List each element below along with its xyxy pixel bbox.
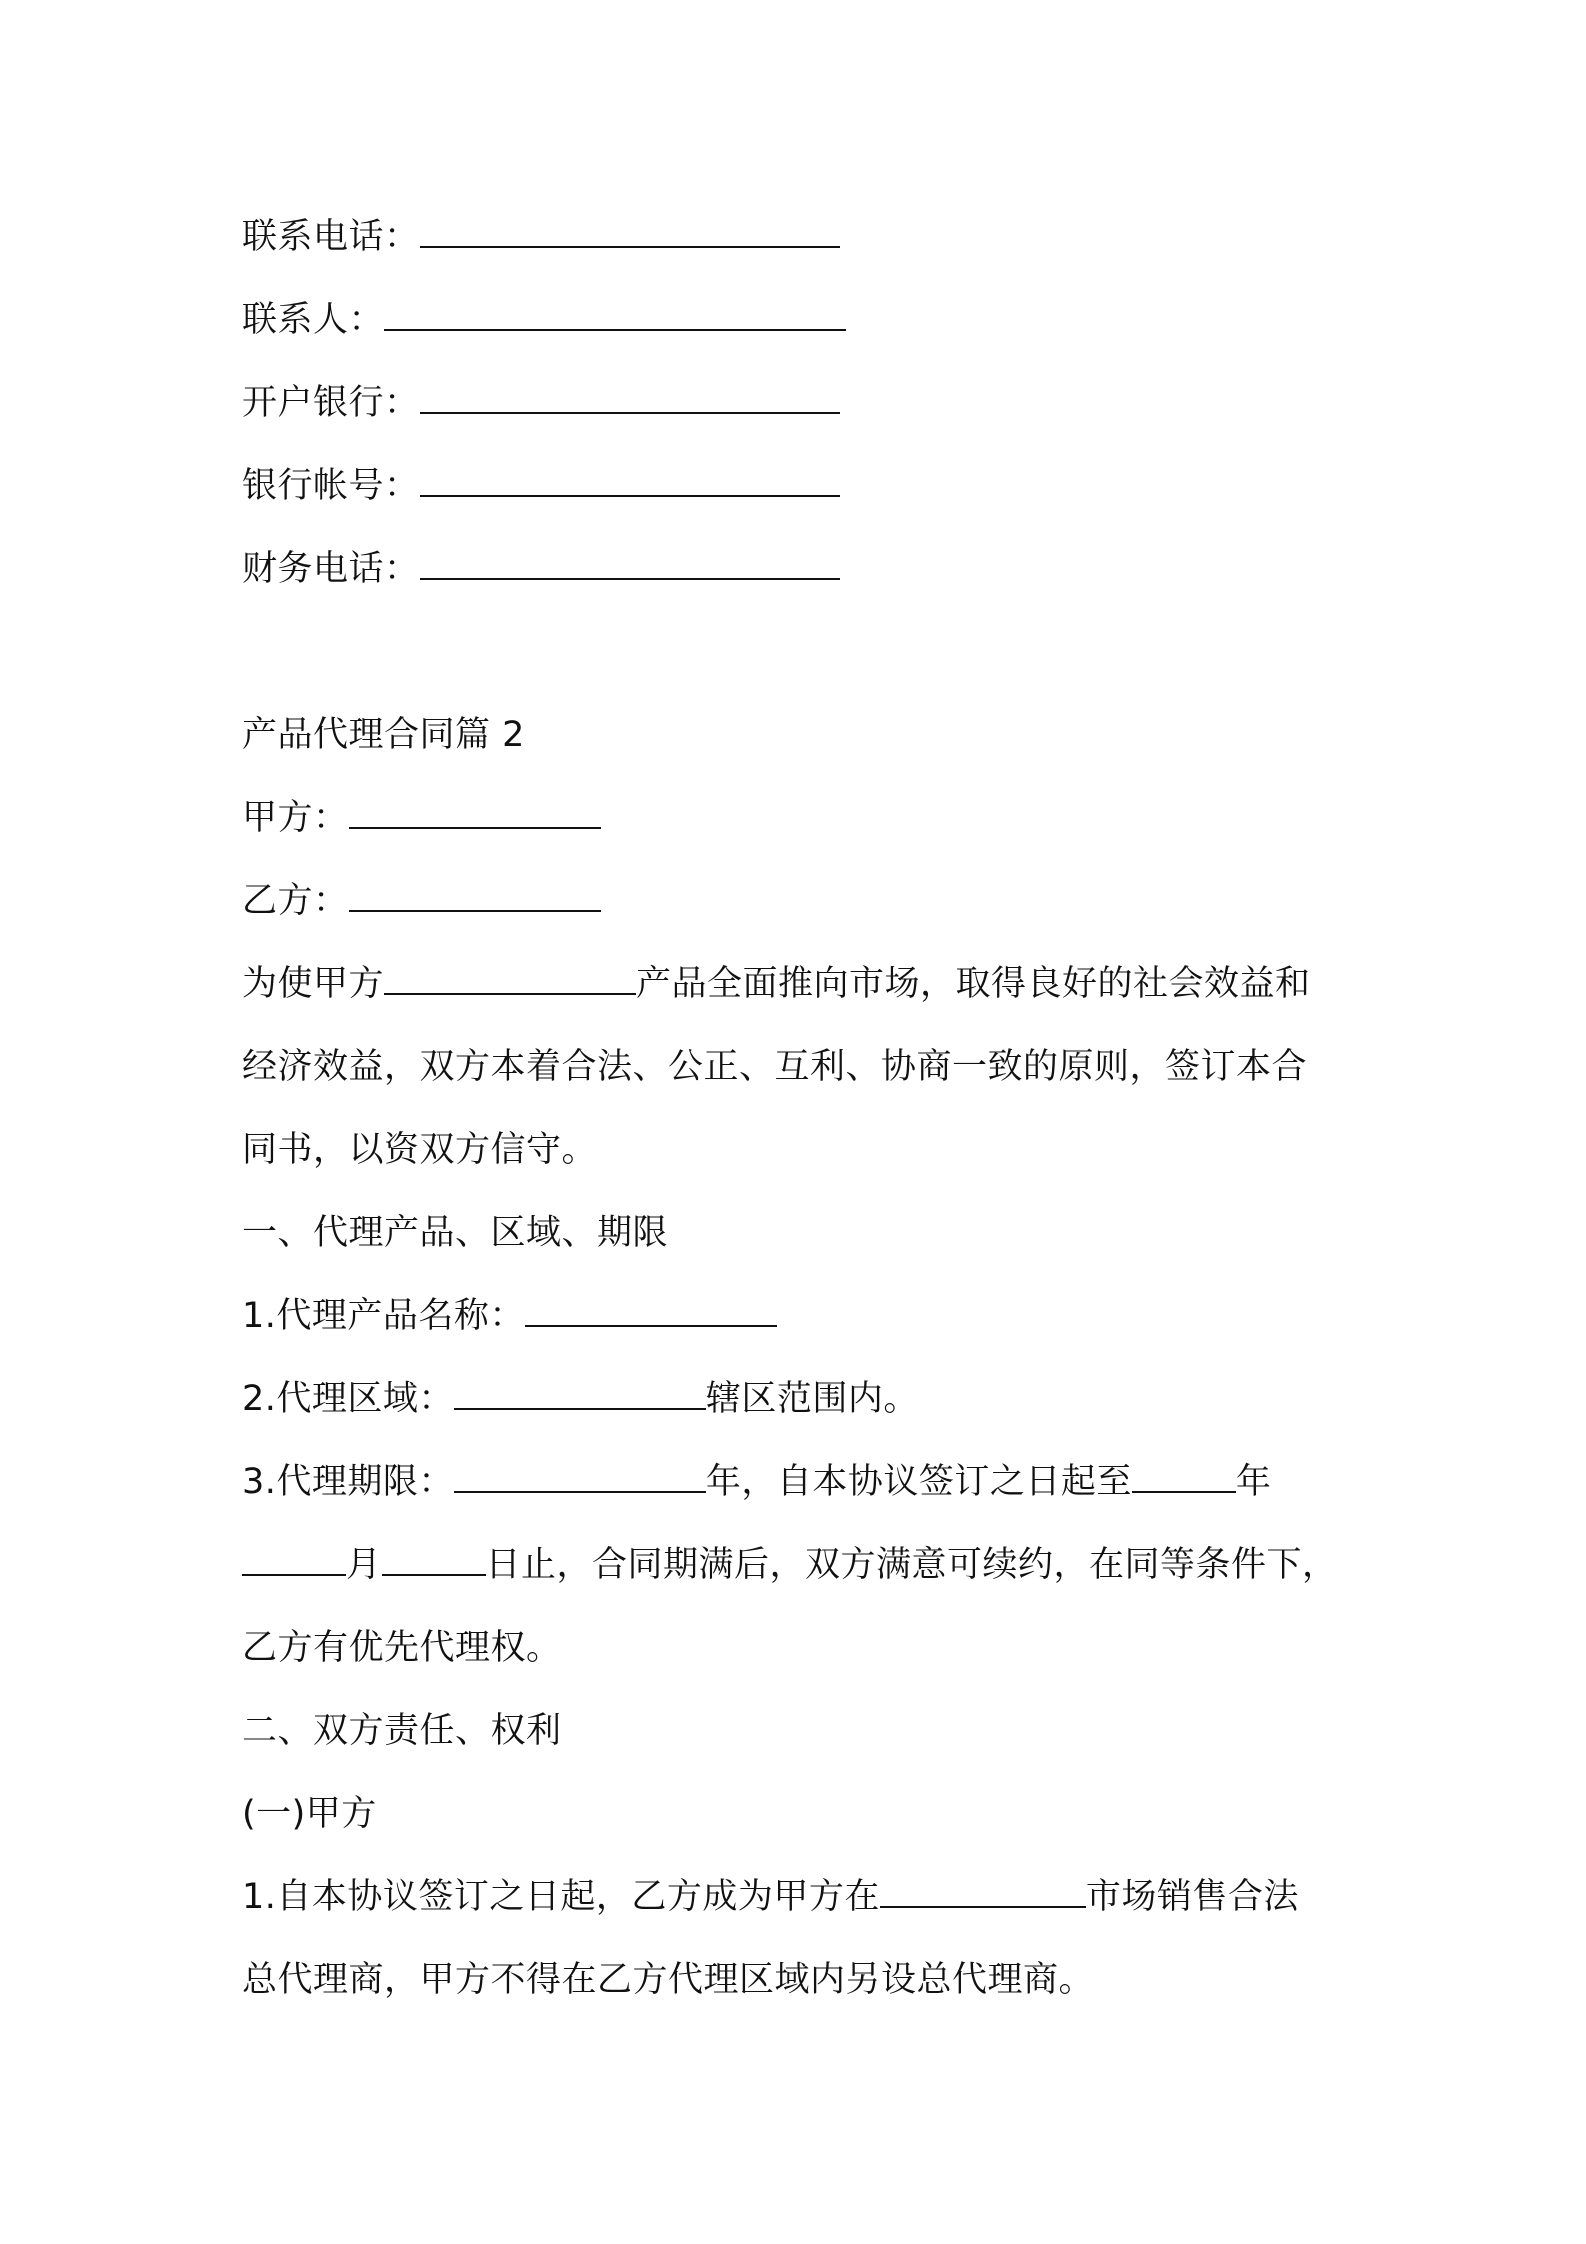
- intro-part2: 产品全面推向市场，取得良好的社会效益和: [636, 964, 1311, 1004]
- section2-clause1: [242, 1856, 1392, 1939]
- item3-month: 月: [346, 1545, 382, 1585]
- contact-person-blank: [384, 299, 846, 331]
- contact-phone-blank: [420, 216, 840, 248]
- party-b-line: [242, 860, 1392, 943]
- section2-heading: 二、双方责任、权利: [242, 1711, 562, 1751]
- section1-heading: 一、代理产品、区域、期限: [242, 1213, 669, 1253]
- intro-line-2: 经济效益，双方本着合法、公正、互利、协商一致的原则，签订本合: [242, 1047, 1308, 1087]
- section1-item1: [242, 1275, 1392, 1358]
- contract-title: 产品代理合同篇 2: [242, 715, 525, 755]
- party-b-blank: [349, 880, 601, 912]
- item3-blank-4: [382, 1544, 486, 1576]
- finance-phone-label: 财务电话：: [242, 549, 420, 589]
- party-a-blank: [349, 797, 601, 829]
- bank-line: [242, 362, 1392, 445]
- section1-item3-line2: [242, 1524, 1392, 1607]
- item3-blank-2: [1132, 1461, 1236, 1493]
- intro-line-3: 同书，以资双方信守。: [242, 1130, 598, 1170]
- item3-blank-3: [242, 1544, 346, 1576]
- item1-label: 1.代理产品名称：: [242, 1296, 525, 1336]
- intro-line-1: [242, 943, 1392, 1026]
- document-body: [242, 196, 1392, 2022]
- clause1-blank: [880, 1876, 1086, 1908]
- contact-person-label: 联系人：: [242, 300, 385, 340]
- intro-part1: 为使甲方: [242, 964, 385, 1004]
- clause1-part2: 市场销售合法: [1085, 1877, 1299, 1917]
- item2-blank: [454, 1378, 706, 1410]
- party-a-label: 甲方：: [242, 798, 349, 838]
- intro-blank: [384, 963, 636, 995]
- item3-rest: 日止，合同期满后，双方满意可续约，在同等条件下，: [485, 1545, 1338, 1585]
- item2-suffix: 辖区范围内。: [705, 1379, 919, 1419]
- account-line: [242, 445, 1392, 528]
- section1-item3: [242, 1441, 1392, 1524]
- item3-mid: 年，自本协议签订之日起至: [705, 1462, 1132, 1502]
- section1-item2: [242, 1358, 1392, 1441]
- clause1-part1: 1.自本协议签订之日起，乙方成为甲方在: [242, 1877, 880, 1917]
- account-label: 银行帐号：: [242, 466, 420, 506]
- section2-sub-a: (一)甲方: [242, 1794, 377, 1834]
- item3-year: 年: [1235, 1462, 1272, 1502]
- contact-person-line: [242, 279, 1392, 362]
- section1-item3-line3: 乙方有优先代理权。: [242, 1628, 562, 1668]
- item2-label: 2.代理区域：: [242, 1379, 454, 1419]
- finance-phone-blank: [420, 548, 840, 580]
- item3-blank-1: [454, 1461, 706, 1493]
- finance-phone-line: [242, 528, 1392, 611]
- account-blank: [420, 465, 840, 497]
- item1-blank: [525, 1295, 777, 1327]
- section2-clause1-line2: 总代理商，甲方不得在乙方代理区域内另设总代理商。: [242, 1960, 1095, 2000]
- item3-label: 3.代理期限：: [242, 1462, 454, 1502]
- party-b-label: 乙方：: [242, 881, 349, 921]
- contact-phone-line: [242, 196, 1392, 279]
- spacer: [242, 611, 1392, 694]
- party-a-line: [242, 777, 1392, 860]
- contact-phone-label: 联系电话：: [242, 217, 420, 257]
- bank-label: 开户银行：: [242, 383, 420, 423]
- bank-blank: [420, 382, 840, 414]
